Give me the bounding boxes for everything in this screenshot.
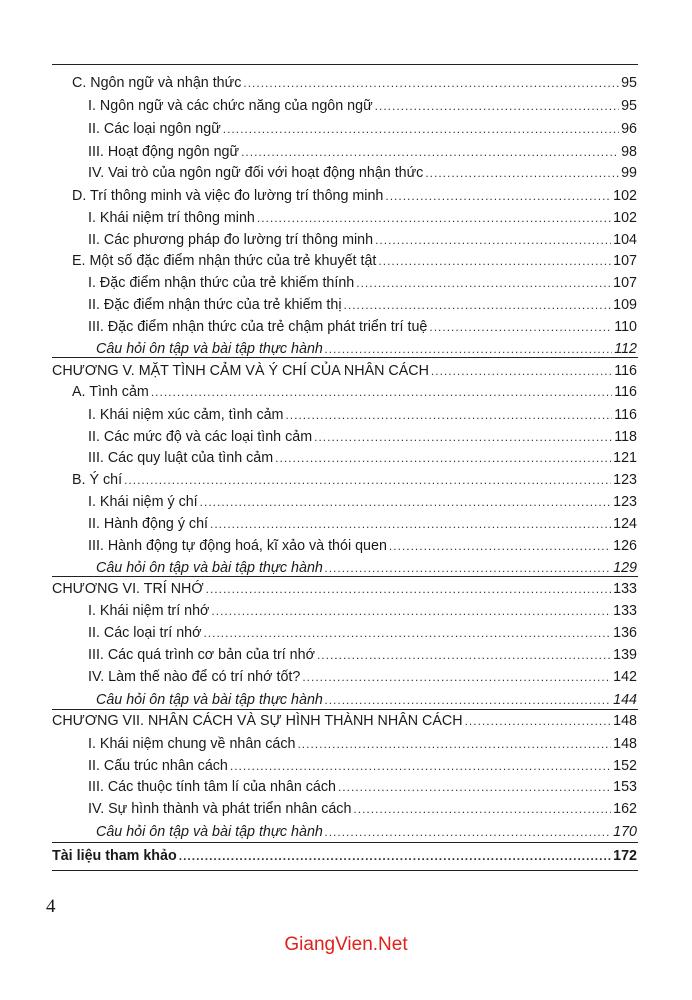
toc-entry — [88, 316, 637, 338]
toc-entry-page: 116 — [614, 384, 637, 400]
toc-entry-page: 133 — [613, 581, 637, 597]
toc-entry — [72, 381, 637, 403]
toc-entry — [88, 491, 637, 513]
toc-entry-title: II. Các phương pháp đo lường trí thông minh — [88, 232, 374, 248]
toc-entry-page: 124 — [613, 516, 637, 532]
toc-entry — [88, 207, 637, 229]
toc-entry-page: 148 — [613, 713, 637, 729]
toc-entry-page: 112 — [614, 341, 637, 357]
toc-leader — [275, 447, 611, 469]
toc-entry-page: 136 — [613, 625, 637, 641]
toc-entry — [72, 185, 637, 207]
toc-entry-title: II. Các loại trí nhớ — [88, 625, 202, 641]
toc-entry — [88, 798, 637, 820]
bottom-rule — [52, 870, 638, 871]
toc-entry-title: II. Các loại ngôn ngữ — [88, 121, 221, 137]
toc-leader — [429, 316, 612, 338]
toc-entry — [88, 600, 637, 622]
toc-leader — [378, 250, 611, 272]
toc-entry-title: III. Đặc điểm nhận thức của trẻ chậm phát triển trí tuệ — [88, 319, 428, 335]
toc-entry-title: IV. Sự hình thành và phát triển nhân cách — [88, 801, 352, 817]
toc-leader — [353, 798, 611, 820]
toc-entry-page: 107 — [613, 253, 637, 269]
toc-entry — [88, 513, 637, 535]
toc-leader — [314, 426, 612, 448]
toc-entry-title: IV. Vai trò của ngôn ngữ đối với hoạt động nhận thức — [88, 165, 424, 181]
toc-entry — [88, 141, 637, 163]
toc-entry-page: 110 — [614, 319, 637, 335]
toc-entry — [88, 733, 637, 755]
toc-entry-page: 162 — [613, 801, 637, 817]
toc-leader — [356, 272, 611, 294]
toc-entry-page: 102 — [613, 210, 637, 226]
toc-entry-title: E. Một số đặc điểm nhận thức của trẻ khuyết tật — [72, 253, 377, 269]
toc-leader — [179, 845, 611, 867]
toc-leader — [338, 776, 611, 798]
toc-entry-page: 170 — [613, 824, 637, 840]
toc-entry-title: II. Đặc điểm nhận thức của trẻ khiếm thị — [88, 297, 342, 313]
toc-entry-page: 116 — [614, 363, 637, 379]
toc-entry — [72, 72, 637, 94]
toc-entry-title: II. Hành động ý chí — [88, 516, 209, 532]
toc-entry-title: Câu hỏi ôn tập và bài tập thực hành — [96, 692, 323, 708]
toc-leader — [223, 118, 619, 140]
toc-entry-title: III. Các quá trình cơ bản của trí nhớ — [88, 647, 315, 663]
toc-entry-page: 129 — [613, 560, 637, 576]
toc-entry-title: D. Trí thông minh và việc đo lường trí thông minh — [72, 188, 384, 204]
toc-entry-title: III. Hành động tự động hoá, kĩ xảo và thói quen — [88, 538, 387, 554]
toc-entry-title: II. Cấu trúc nhân cách — [88, 758, 228, 774]
toc-leader — [317, 644, 611, 666]
toc-entry-title: I. Ngôn ngữ và các chức năng của ngôn ngữ — [88, 98, 373, 114]
toc-entry-title: III. Các thuộc tính tâm lí của nhân cách — [88, 779, 336, 795]
toc-entry-title: I. Khái niệm xúc cảm, tình cảm — [88, 407, 284, 423]
toc-entry-page: 152 — [613, 758, 637, 774]
section-rule — [52, 842, 638, 843]
toc-leader — [124, 469, 611, 491]
toc-leader — [285, 404, 612, 426]
toc-leader — [241, 141, 619, 163]
section-rule — [52, 576, 638, 577]
toc-entry — [88, 622, 637, 644]
toc-leader — [385, 185, 611, 207]
toc-entry-title: I. Khái niệm chung về nhân cách — [88, 736, 296, 752]
toc-leader — [325, 689, 611, 711]
toc-entry-title: Câu hỏi ôn tập và bài tập thực hành — [96, 560, 323, 576]
toc-entry-page: 99 — [621, 165, 637, 181]
toc-entry-page: 96 — [621, 121, 637, 137]
toc-entry — [88, 666, 637, 688]
toc-entry-page: 133 — [613, 603, 637, 619]
page-number: 4 — [46, 896, 56, 917]
toc-entry-page: 123 — [613, 472, 637, 488]
toc-entry-title: I. Đặc điểm nhận thức của trẻ khiếm thính — [88, 275, 355, 291]
toc-leader — [211, 600, 611, 622]
toc-entry-title: B. Ý chí — [72, 472, 123, 488]
toc-entry-page: 153 — [613, 779, 637, 795]
toc-entry-page: 142 — [613, 669, 637, 685]
watermark-text: GiangVien.Net — [284, 934, 408, 955]
toc-entry-page: 116 — [614, 407, 637, 423]
toc-chapter — [52, 360, 637, 382]
toc-entry-title: Câu hỏi ôn tập và bài tập thực hành — [96, 341, 323, 357]
toc-entry — [88, 755, 637, 777]
toc-entry — [88, 229, 637, 251]
toc-entry-title: I. Khái niệm ý chí — [88, 494, 198, 510]
toc-entry-review — [96, 689, 637, 711]
toc-entry-title: III. Các quy luật của tình cảm — [88, 450, 274, 466]
toc-leader — [344, 294, 612, 316]
toc-entry — [88, 95, 637, 117]
toc-entry-page: 118 — [614, 429, 637, 445]
toc-leader — [297, 733, 611, 755]
toc-entry-title: CHƯƠNG VI. TRÍ NHỚ — [52, 581, 204, 597]
toc-entry — [88, 644, 637, 666]
toc-entry-title: II. Các mức độ và các loại tình cảm — [88, 429, 313, 445]
top-rule — [52, 64, 638, 65]
toc-leader — [425, 162, 619, 184]
toc-entry — [72, 469, 637, 491]
toc-entry-title: Câu hỏi ôn tập và bài tập thực hành — [96, 824, 323, 840]
toc-chapter — [52, 578, 637, 600]
toc-entry-page: 107 — [613, 275, 637, 291]
toc-entry-page: 102 — [613, 188, 637, 204]
toc-entry — [88, 535, 637, 557]
toc-entry-title: I. Khái niệm trí thông minh — [88, 210, 255, 226]
toc-leader — [325, 821, 611, 843]
toc-entry-page: 123 — [613, 494, 637, 510]
toc-leader — [375, 229, 611, 251]
toc-leader — [200, 491, 611, 513]
toc-entry-title: I. Khái niệm trí nhớ — [88, 603, 210, 619]
toc-entry-title: III. Hoạt động ngôn ngữ — [88, 144, 240, 160]
toc-entry-page: 98 — [621, 144, 637, 160]
toc-entry-page: 139 — [613, 647, 637, 663]
toc-entry — [88, 426, 637, 448]
toc-entry — [88, 162, 637, 184]
toc-entry — [72, 250, 637, 272]
toc-leader — [465, 710, 612, 732]
toc-entry-title: IV. Làm thế nào để có trí nhớ tốt? — [88, 669, 301, 685]
toc-entry-page: 148 — [613, 736, 637, 752]
toc-leader — [431, 360, 612, 382]
toc-entry — [88, 776, 637, 798]
toc-leader — [206, 578, 612, 600]
toc-leader — [230, 755, 611, 777]
toc-entry-page: 126 — [613, 538, 637, 554]
toc-entry-page: 109 — [613, 297, 637, 313]
toc-leader — [302, 666, 611, 688]
toc-entry-title: C. Ngôn ngữ và nhận thức — [72, 75, 242, 91]
toc-entry-page: 172 — [613, 848, 637, 864]
toc-leader — [210, 513, 611, 535]
section-rule — [52, 357, 638, 358]
toc-references — [52, 845, 637, 867]
toc-entry — [88, 404, 637, 426]
toc-chapter — [52, 710, 637, 732]
toc-entry — [88, 294, 637, 316]
toc-leader — [375, 95, 619, 117]
toc-leader — [389, 535, 611, 557]
toc-entry-title: CHƯƠNG VII. NHÂN CÁCH VÀ SỰ HÌNH THÀNH NHÂN CÁCH — [52, 713, 463, 729]
toc-entry — [88, 447, 637, 469]
toc-entry — [88, 118, 637, 140]
toc-leader — [203, 622, 611, 644]
toc-entry-page: 144 — [613, 692, 637, 708]
toc-entry — [88, 272, 637, 294]
toc-leader — [257, 207, 611, 229]
toc-entry-page: 104 — [613, 232, 637, 248]
toc-entry-title: Tài liệu tham khảo — [52, 848, 177, 864]
toc-entry-title: A. Tình cảm — [72, 384, 149, 400]
toc-entry-page: 121 — [613, 450, 637, 466]
toc-entry-title: CHƯƠNG V. MẶT TÌNH CẢM VÀ Ý CHÍ CỦA NHÂN CÁCH — [52, 363, 429, 379]
toc-leader — [151, 381, 612, 403]
toc-entry-page: 95 — [621, 75, 637, 91]
toc-entry-review — [96, 821, 637, 843]
toc-entry-page: 95 — [621, 98, 637, 114]
toc-leader — [243, 72, 619, 94]
